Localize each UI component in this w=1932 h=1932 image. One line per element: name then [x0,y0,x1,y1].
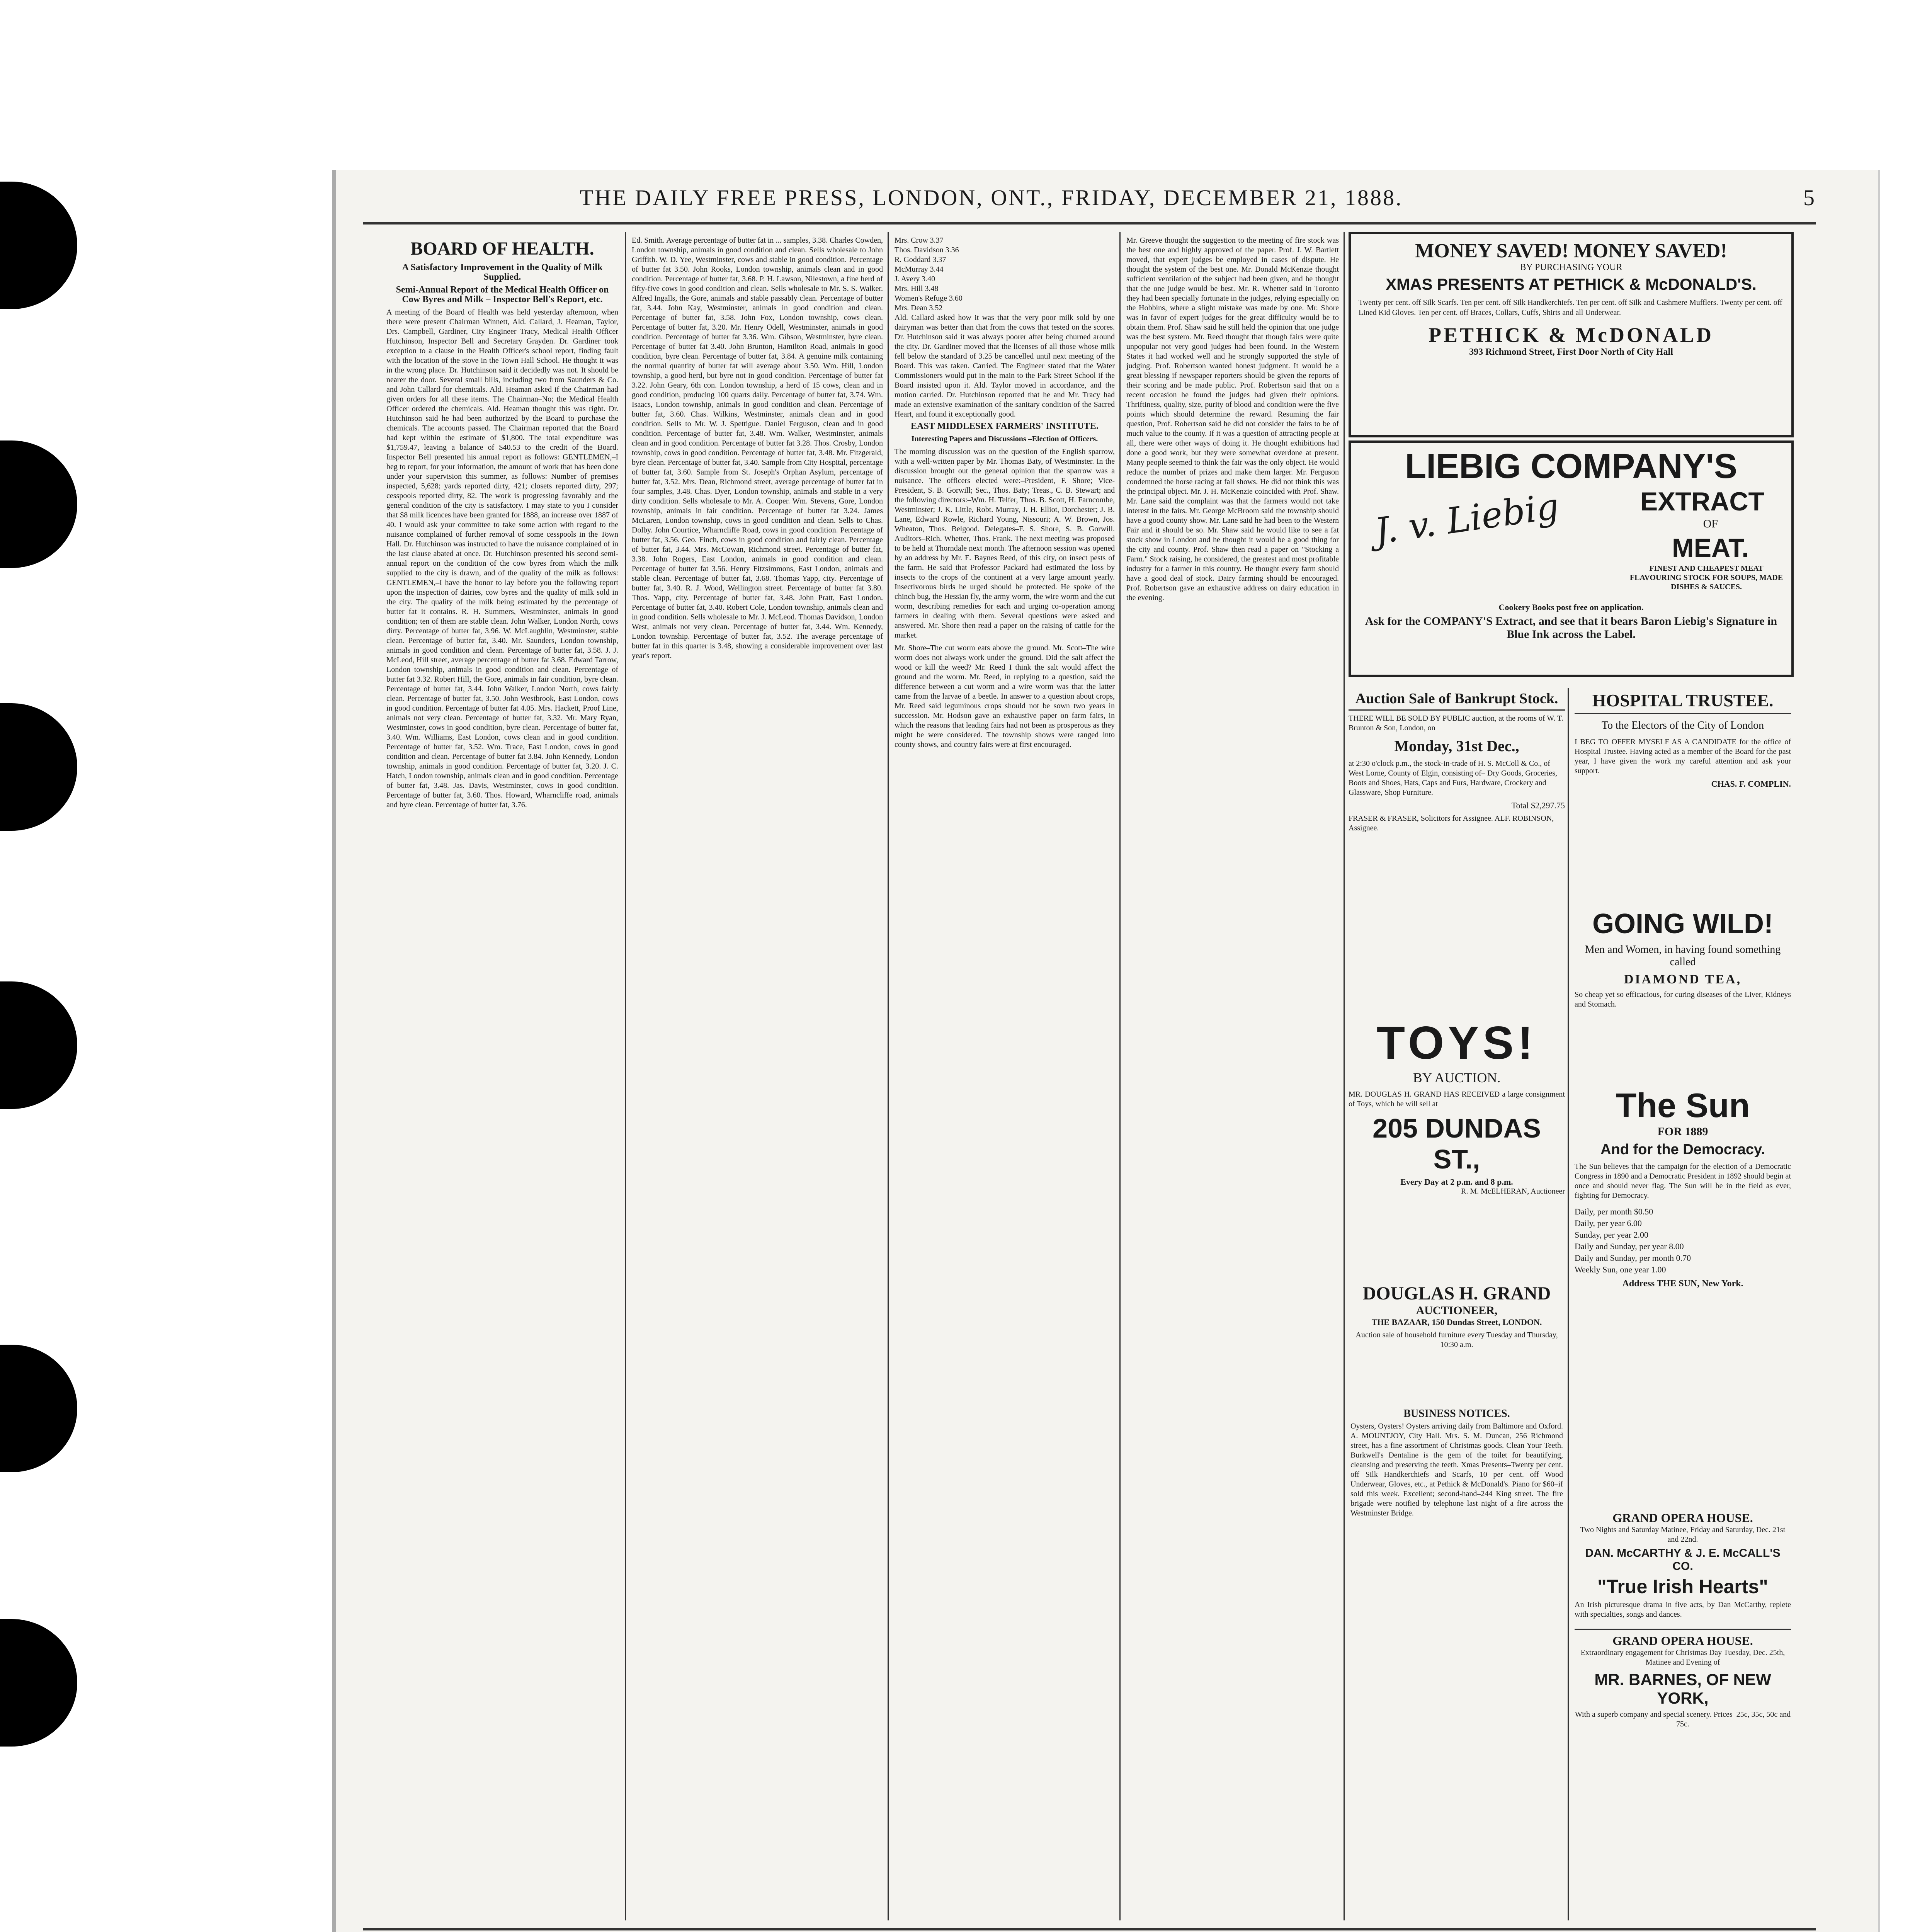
ad-headline: GOING WILD! [1592,908,1773,939]
ad-text: BY PURCHASING YOUR [1520,262,1622,272]
ad-text: Auction sale of household furniture every Tuesday and Thursday, 10:30 a.m. [1355,1331,1558,1349]
ad-text: Cookery Books post free on application. [1498,602,1644,612]
ad-address: THE BAZAAR, 150 Dundas Street, LONDON. [1371,1317,1542,1327]
ad-liebig [1349,440,1794,677]
ad-address: Address THE SUN, New York. [1622,1279,1743,1289]
ad-text: Ask for the COMPANY'S Extract, and see that it bears Baron Liebig's Signature in Blue Ink across the Label. [1365,615,1777,641]
ad-headline: GRAND OPERA HOUSE. [1575,1629,1791,1648]
ad-text: An Irish picturesque drama in five acts, by Dan McCarthy, replete with specialties, songs and dances. [1575,1600,1791,1619]
ad-text: Two Nights and Saturday Matinee, Friday and Saturday, Dec. 21st and 22nd. [1580,1526,1786,1544]
ad-text: Twenty per cent. off Silk Scarfs. Ten per cent. off Silk Handkerchiefs. Ten per cent. off Silk and Cashmere Mufflers. Twenty per cent. off Lined Kid Gloves. Ten per cent. off Braces, Collars, Cuffs, Shirts and all Underwear. [1359,298,1782,317]
ad-text: THERE WILL BE SOLD BY PUBLIC auction, at the rooms of W. T. Brunton & Son, London, on [1349,714,1563,732]
column-business-notices [1350,1406,1563,1917]
ad-headline: TOYS! [1376,1017,1537,1069]
article-body: Mr. Shore–The cut worm eats above the ground. Mr. Scott–The wire worm does not always work under the ground. Did the salt affect the wood or kill the weed? Mr. Reed–I think the salt would affect the ground and the worm. Mr. Reed, in replying to a question, said the difference between a cut worm and a wire worm was that the latter came from the larvae of a beetle. In answer to a question about crops, Mr. Reed said leguminous crops should not be sown two years in succession. Mr. Hodson gave an exhaustive paper on farm fairs, in which the reasons that leading fairs had not been as prosperous as they might be were considered. The township shows were ranged into county shows, and country fairs were at first encouraged. [895,644,1115,749]
levy-top-rule [363,1928,1816,1930]
table-row: Mrs. Dean 3.52 [895,304,943,312]
ad-headline: HOSPITAL TRUSTEE. [1575,688,1791,714]
ad-text: Men and Women, in having found something called [1585,944,1781,968]
milk-table [895,236,1115,313]
article-body: Mr. Greeve thought the suggestion to the meeting of fire stock was the best one and highly approved of the paper. Prof. J. W. Bartlett moved, that expert judges be employed in cases of dispute. He thought the system of the best one. Mr. Donald McKenzie thought sufficient ventilation of the subject had been given, and he thought that the one judge would be best. Mr. R. Whetter said in Toronto they had been specially fortunate in the judges, relying especially on the Hobbins, where a slight mistake was made by one. Mr. Shore was in favor of expert judges for the great difficulty would be to obtain them. Prof. Shaw said he still held the opinion that one judge was the best system. Mr. Reed thought that though fairs were quite unpopular not very good judges had been found. In the Western States it had worked well and he strongly supported the style of judging. Prof. Robertson wanted honest judgment. It would be a great blessing if newspaper reporters should be given the reports of their scoring and be made public. Prof. Robertson said that on a recent occasion he found the judges had given their opinions. Thriftiness, quality, size, purity of blood and condition were the five points which should determine the reward. Resuming the fair question, Prof. Robertson said he did not consider the fairs to be of much value to the county. If it was a question of attracting people at all, there were other ways of doing it. He thought exhibitions had done a good work, but they were somewhat overdone at present. Many people seemed to think the fair was the only object. He would reduce the number of prizes and make them larger. Mr. Ferguson condemned the horse racing at fall shows. He did not think this was the principal object. Mr. J. H. McKenzie coincided with Prof. Shaw. Mr. Lane said the complaint was that the farmers would not take interest in the fairs. Mr. George McBroom said the township should have a good county show. Mr. Lane said he had been to the Western Fair and it should be so. Mr. Shaw said he would like to see a fat stock show in London and he thought it would be a good thing for the city and county. Prof. Shaw then read a paper on "Stocking a Farm." Stock raising, he considered, the greatest and most profitable industry for a farmer in this country. He thought every farm should have a good deal of stock. Dairy farming should be encouraged. Prof. Robertson gave an exhaustive address on dairy education in the evening. [1126,236,1339,602]
table-row: Mrs. Crow 3.37 [895,236,944,245]
sun-rates [1575,1206,1791,1276]
ad-text: EXTRACT [1640,487,1764,516]
column-fairs-discussion [1126,236,1339,1917]
article-heading: BOARD OF HEALTH. [410,238,594,259]
ad-headline: XMAS PRESENTS AT PETHICK & McDONALD'S. [1386,275,1757,293]
binder-hole [0,981,77,1109]
ad-grand-opera-house [1575,1511,1791,1917]
table-row: Women's Refuge 3.60 [895,294,963,303]
ad-text: DAN. McCARTHY & J. E. McCALL'S CO. [1585,1547,1781,1573]
ad-headline: MONEY SAVED! MONEY SAVED! [1415,240,1727,262]
masthead [363,185,1816,212]
ad-text: With a superb company and special scenery. Prices–25c, 35c, 50c and 75c. [1575,1710,1791,1728]
table-row: McMurray 3.44 [895,265,944,274]
section-heading: BUSINESS NOTICES. [1403,1408,1510,1420]
ad-text: I BEG TO OFFER MYSELF AS A CANDIDATE for the office of Hospital Trustee. Having acted as a member of the Board for the past year, I have given the work my careful attention and ask your support. [1575,738,1791,775]
ad-text: MEAT. [1672,533,1749,563]
rate-row: Daily, per year 6.00 [1575,1218,1642,1228]
ad-headline: Auction Sale of Bankrupt Stock. [1349,688,1565,711]
ad-address: 393 Richmond Street, First Door North of City Hall [1469,347,1673,357]
column-rule [1119,232,1121,1920]
ad-text: The Sun believes that the campaign for the election of a Democratic Congress in 1890 and a Democratic President in 1892 should begin at once and should never flag. The Sun will be in the field as ever, fighting for Democracy. [1575,1162,1791,1200]
ad-the-sun [1575,1086,1791,1507]
ad-text: BY AUCTION. [1413,1070,1501,1085]
article-subheading: Semi-Annual Report of the Medical Health Officer on Cow Byres and Milk – Inspector Bell's Report, etc. [396,285,609,304]
table-row: Thos. Davidson 3.36 [895,246,959,254]
ad-auction-sale [1349,688,1565,1005]
ad-toys [1349,1016,1565,1279]
ad-text: MR. BARNES, OF NEW YORK, [1594,1670,1771,1707]
ad-text: "True Irish Hearts" [1597,1576,1769,1597]
ad-headline: LIEBIG COMPANY'S [1405,447,1737,486]
binder-hole [0,182,77,309]
article-body: A meeting of the Board of Health was held yesterday afternoon, when there were present Chairman Winnett, Ald. Callard, J. Heaman, Taylor, Drs. Campbell, Gardiner, City Engineer Tracy, Medical Health Officer Hutchinson, Inspector Bell and Secretary Grayden. Dr. Gardiner took exception to a clause in the Health Officer's school report, finding fault with the location of the stove in the Town Hall School. He thought it was in the wrong place. Dr. Hutchinson said it decidedly was not. It should be nearer the door. Several small bills, including two from Saunders & Co. and John Callard for chemicals. Ald. Heaman asked if the Chairman had given orders for all these items. The Chairman–No; the Medical Health Officer ordered the chemicals. Ald. Heaman thought this was right. Dr. Hutchinson said he had been authorized by the Board to purchase the chemicals. The accounts passed. The Chairman reported that the Board had kept within the estimate of $1,800. The total expenditure was $1,759.47, leaving a balance of $40.53 to the credit of the Board. Inspector Bell presented his annual report as follows: GENTLEMEN,–I beg to report, for your information, the amount of work that has been done under your supervision this summer, as follows:–Number of premises inspected, 5,628; yards reported dirty, 421; closets reported dirty, 297; cesspools reported dirty, 82. The work is progressing favorably and the general condition of the city is satisfactory. I may state to you I consider that $8 milk licences have been granted for 1888, an increase over 1887 of 40. I would ask your committee to take some action with regard to the nuisance complained of further removal of some cesspools in the Town Hall. Dr. Hutchinson was instructed to have the nuisance complained of in the last clause abated at once. Dr. Hutchinson presented his second semi-annual report on the condition of the cow byres from which the milk supplied to the city is drawn, and of the quality of the milk as follows: GENTLEMEN,–I have the honor to lay before you the following report upon the inspection of dairies, cow byres and the quality of milk sold in the city. The quality of the milk being estimated by the percentage of butter fat it contains. R. H. Summers, Westminster, animals in good condition; ten of them are stable clean. John Walker, London North, cows dirty. Percentage of butter fat, 3.96. W. McLaughlin, Westminster, stable clean. Percentage of butter fat, 3.40. Mr. Saunders, London township, animals in good condition and clean. Percentage of butter fat, 3.58. J. J. McLeod, Hill street, average percentage of butter fat 3.68. Edward Tarrow, London township, animals in good condition and clean. Percentage of butter fat 3.32. Robert Hill, the Gore, animals in fair condition, byre clean. Percentage of butter fat, 3.44. John Walker, London North, cows fairly clean. Percentage of butter fat, 3.50. John Westbrook, East London, cows in good condition. Percentage of butter fat 4.05. Mrs. Hackett, Proof Line, animals not very clean. Percentage of butter fat, 3.32. Mr. Mary Ryan, Westminster, cows in good condition, byre clean. Percentage of butter fat, 3.40. Wm. Williams, East London, cows clean and in good condition. Percentage of butter fat, 3.52. Wm. Trace, East London, cows in good condition and clean. Percentage of butter fat 3.84. John Kennedy, London township, animals in good condition. Percentage of butter fat, 3.20. J. C. Hatch, London township, animals clean and in good condition. Percentage of butter fat, 3.48. Jas. Davis, Westminster, cows in good condition. Percentage of butter fat, 3.60. Thos. Howard, Wharncliffe road, animals and byre clean. Percentage of butter fat, 3.76. [386,308,618,809]
article-body: Ed. Smith. Average percentage of butter fat in ... samples, 3.38. Charles Cowden, London township, animals in good condition and clean. Sells wholesale to John Griffith. W. D. Yee, Westminster, cows and stable in good condition. Percentage of butter fat 3.50. John Rooks, London township, animals clean and in good condition. Percentage of butter fat, 3.68. P. H. Lawson, Nilestown, a fine herd of fifty-five cows in good condition and clean. Sells wholesale to Mr. S. S. Walker. Alfred Ingalls, the Gore, animals and stable passably clean. Percentage of butter fat, 3.44. John Kay, Westminster, animals in good condition and clean. Percentage of butter fat, 3.58. John Fox, London township, cows clean. Percentage of butter fat, 3.20. Mr. Henry Odell, Westminster, animals in good condition. Percentage of butter fat 3.36. Wm. Gibson, Westminster, byre clean. Percentage of butter fat 3.40. John Brunton, Hamilton Road, animals in good condition, byre clean. Percentage of butter fat, 3.84. A genuine milk containing the normal quantity of butter fat will average about 3.50. Wm. Hill, London township, a good herd, but byre not in good condition. Percentage of butter fat 3.22. John Geary, 6th con. London township, a herd of 15 cows, clean and in good condition, producing 100 quarts daily. Percentage of butter fat, 3.74. Wm. Isaacs, London township, animals in good condition and clean. Percentage of butter fat, 3.60. Chas. Wilkins, Westminster, animals clean and in good condition. Sells to Mr. W. J. Spettigue. Daniel Ferguson, clean and in good condition. Percentage of butter fat, 3.48. Wm. Walker, Westminster, animals clean and in good condition. Percentage of butter fat 3.28. Thos. Crosby, London township, cows in good condition. Percentage of butter fat, 3.48. Mr. Fitzgerald, byre clean. Percentage of butter fat, 3.40. Sample from City Hospital, percentage of butter fat, 3.60. Sample from St. Joseph's Orphan Asylum, percentage of butter fat, 3.52. Mrs. Dean, Richmond street, average percentage of butter fat in four samples, 3.48. Chas. Dyer, London township, animals and stable in a very dirty condition. Sells wholesale to Mr. A. Cooper. Wm. Stevens, Gore, London township, animals in fair condition. Percentage of butter fat 3.24. James McLaren, London township, cows in good condition and clean. Sells to Chas. Dolby. John Courtice, Wharncliffe Road, cows in good condition. Percentage of butter fat, 3.56. Geo. Finch, cows in good condition and fairly clean. Percentage of butter fat, 3.44. Mrs. McCowan, Richmond street. Percentage of butter fat, 3.38. John Rogers, East London, animals in good condition and clean. Percentage of butter fat 3.56. Henry Fitzsimmons, East London, animals and stable clean. Percentage of butter fat, 3.68. Thomas Yapp, city. Percentage of butter fat, 3.40. R. J. Wood, Wellington street. Percentage of butter fat 3.80. Thos. Yapp, city. Percentage of butter fat, 3.48. John Pratt, East London. Percentage of butter fat, 3.40. Robert Cole, London township, animals clean and in good condition. Sells wholesale to Mr. J. McLeod. Thomas Davidson, London West, animals not very clean. Percentage of butter fat, 3.44. Wm. Kennedy, London township. Percentage of butter fat, 3.52. The average percentage of butter fat in this quarter is 3.48, showing a considerable improvement over last year's report. [632,236,883,660]
table-row: J. Avery 3.40 [895,275,935,283]
ad-text: So cheap yet so efficacious, for curing diseases of the Liver, Kidneys and Stomach. [1575,990,1791,1009]
ad-name: PETHICK & McDONALD [1429,323,1714,347]
column-rule [888,232,889,1920]
ad-name: DOUGLAS H. GRAND [1362,1283,1551,1304]
binder-hole [0,440,77,568]
article-subheading: Interesting Papers and Discussions –Election of Officers. [911,435,1098,443]
column-rule [625,232,626,1920]
page-number: 5 [1803,185,1816,210]
article-body: The morning discussion was on the question of the English sparrow, with a well-written paper by Mr. Thomas Baty, of Westminster. In the discussion brought out the general opinion that the sparrow was a nuisance. The officers elected were:–President, F. Shore; Vice-President, S. B. Gorwill; Sec., Thos. Baty; Treas., C. B. Stewart; and the following directors:–Wm. H. Telfer, Thos. B. Scott, H. Farncombe, Westminster; J. K. Little, Robt. Murray, J. H. Elliot, Dorchester; J. B. Lane, Edward Rowle, Richard Young, Nissouri; A. W. Brown, Jos. Wheaton, Thos. Belgood. Delegates–F. S. Shore, S. B. Gorwill. Auditors–Rich. Whetter, Thos. Frank. The next meeting was proposed to be held at Thorndale next month. The afternoon session was opened by an address by Mr. E. Baynes Reed, of this city, on insect pests of the farm. He said that Professor Packard had estimated the loss by insects to the crops of the continent at a very large amount yearly. Insectivorous birds he urged should be protected. He spoke of the chinch bug, the Hessian fly, the army worm, the wire worm and the cut worm, describing remedies for each and urging co-operation among farmers in dealing with them. Several questions were asked and answered. Mr. Shore then read a paper on the raising of cattle for the market. [895,447,1115,639]
article-body: Ald. Callard asked how it was that the very poor milk sold by one dairyman was better than that from the cows that tested on the scores. Dr. Hutchinson said it was always poorer after being churned around the city. Dr. Gardiner moved that the licenses of all those whose milk fell below the standard of 3.25 be cancelled until next meeting of the Board. This was taken. Carried. The Engineer stated that the Water Commissioners would put in the main to the Park Street School if the Board insisted upon it. Ald. Taylor moved in accordance, and the motion carried. Dr. Hutchinson reported that he and Mr. Tracy had made an extensive examination of the sanitary condition of the Sacred Heart, and found it exceptionally good. [895,313,1115,418]
rate-row: Sunday, per year 2.00 [1575,1230,1649,1240]
ad-date: Monday, 31st Dec., [1394,737,1519,755]
ad-text: CHAS. F. COMPLIN. [1711,779,1791,789]
rate-row: Daily, per month $0.50 [1575,1207,1653,1216]
ad-hospital-trustee [1575,688,1791,904]
ad-text: FRASER & FRASER, Solicitors for Assignee. ALF. ROBINSON, Assignee. [1349,814,1554,832]
column-milk-report [632,236,883,1917]
masthead-rule [363,222,1816,224]
binder-hole [0,703,77,831]
ad-headline: GRAND OPERA HOUSE. [1612,1511,1753,1525]
rate-row: Daily and Sunday, per year 8.00 [1575,1242,1684,1251]
ad-text: at 2:30 o'clock p.m., the stock-in-trade of H. S. McColl & Co., of West Lorne, County of Elgin, consisting of– Dry Goods, Groceries, Boots and Shoes, Hats, Caps and Furs, Hardware, Crockery and Glassware, Shop Furniture. [1349,759,1557,797]
article-subheading: A Satisfactory Improvement in the Quality of Milk Supplied. [402,262,603,282]
liebig-signature: J. v. Liebig [1372,485,1562,552]
column-rule [1568,688,1569,1920]
ad-total: Total $2,297.75 [1511,801,1565,810]
ad-text: AUCTIONEER, [1416,1304,1498,1317]
rate-row: Weekly Sun, one year 1.00 [1575,1265,1666,1274]
ad-address: 205 DUNDAS ST., [1372,1113,1541,1174]
ad-text: DIAMOND TEA, [1624,972,1742,986]
masthead-title: THE DAILY FREE PRESS, LONDON, ONT., FRIDAY, DECEMBER 21, 1888. [580,185,1403,210]
ad-text: OF [1703,517,1718,530]
column-board-of-health [386,236,618,1917]
ad-text: Every Day at 2 p.m. and 8 p.m. [1400,1177,1513,1187]
liebig-body [1351,486,1791,602]
ad-text: FOR 1889 [1657,1125,1708,1138]
ad-text: And for the Democracy. [1600,1141,1765,1158]
ad-text: R. M. McELHERAN, Auctioneer [1461,1187,1565,1196]
column-farmers-institute [895,236,1115,1917]
section-body: Oysters, Oysters! Oysters arriving daily from Baltimore and Oxford. A. MOUNTJOY, City Hall. Mrs. S. M. Duncan, 256 Richmond street, has a fine assortment of Christmas goods. Clean Your Teeth. Burkwell's Dentaline is the gem of the toilet for beautifying, cleansing and preserving the teeth. Xmas Presents–Twenty per cent. off Silk Handkerchiefs and Scarfs, 10 per cent. off Wood Underwear, Gloves, etc., at Pethick & McDonald's. Piano for $60–if sold this week. Excellent; second-hand–244 King street. The fire brigade were notified by telephone last night of a fire across the Westminster Bridge. [1350,1422,1563,1517]
ad-text: MR. DOUGLAS H. GRAND HAS RECEIVED a large consignment of Toys, which he will sell at [1349,1090,1565,1108]
ad-text: Extraordinary engagement for Christmas Day Tuesday, Dec. 25th, Matinee and Evening of [1580,1648,1785,1667]
binder-hole [0,1619,77,1747]
ad-text: FINEST AND CHEAPEST MEAT FLAVOURING STOCK FOR SOUPS, MADE DISHES & SAUCES. [1629,564,1783,591]
column-rule [1344,232,1345,1920]
ad-pethick-mcdonald [1349,232,1794,437]
ad-text: To the Electors of the City of London [1601,719,1764,731]
article-heading: EAST MIDDLESEX FARMERS' INSTITUTE. [911,421,1099,431]
ad-going-wild [1575,908,1791,1082]
table-row: Mrs. Hill 3.48 [895,284,939,293]
table-row: R. Goddard 3.37 [895,255,946,264]
ad-headline: The Sun [1616,1086,1750,1124]
rate-row: Daily and Sunday, per month 0.70 [1575,1253,1691,1263]
binder-hole [0,1345,77,1472]
ad-douglas-grand [1349,1283,1565,1399]
